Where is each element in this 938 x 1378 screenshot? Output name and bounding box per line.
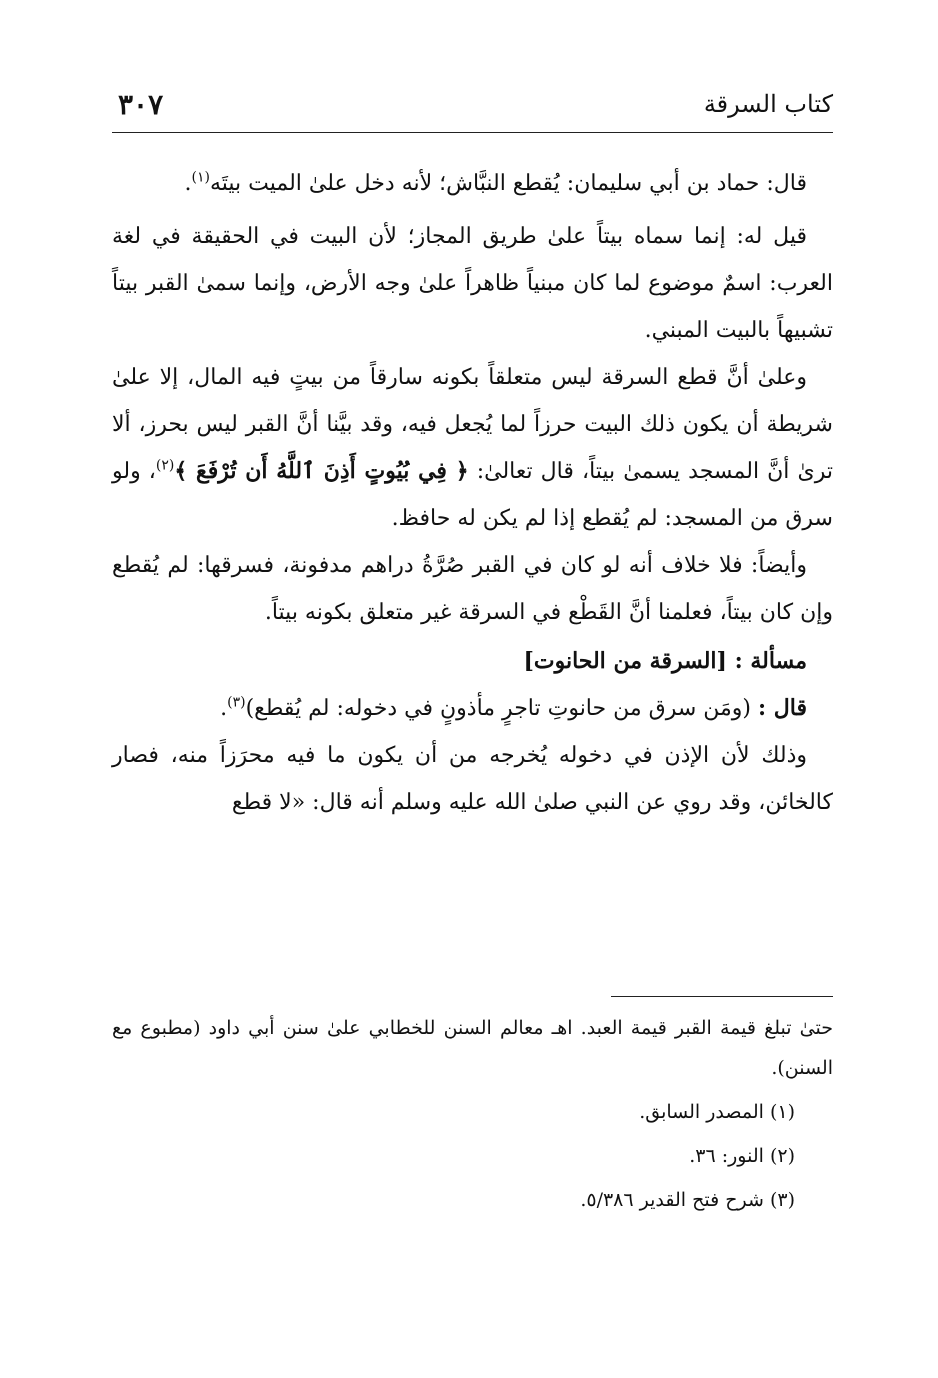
section-heading: مسألة : [السرقة من الحانوت] <box>523 648 807 674</box>
paragraph-4: وأيضاً: فلا خلاف أنه لو كان في القبر صُرَّةُ دراهم مدفونة، فسرقها: لم يُقطع وإن كان بيتاً، فعلمنا أنَّ القَطْع في السرقة غير متعلق بكونه بيتاً. <box>112 553 833 625</box>
paragraph-1: قال: حماد بن أبي سليمان: يُقطع النبَّاش؛ لأنه دخل علىٰ الميت بيتَه$^{(١)}$. <box>184 169 807 196</box>
footnote-ref-3: (٣) <box>227 694 246 711</box>
paragraph-2: قيل له: إنما سماه بيتاً علىٰ طريق المجاز؛ لأن البيت في الحقيقة في لغة العرب: اسمٌ موضوع لما كان مبنياً ظاهراً علىٰ وجه الأرض، وإنما سمىٰ القبر بيتاً تشبيهاً بالبيت المبني. <box>112 224 833 343</box>
footnote-continuation: حتىٰ تبلغ قيمة القبر قيمة العبد. اهـ معالم السنن للخطابي علىٰ سنن أبي داود (مطبوع مع السنن). <box>112 1017 833 1079</box>
paragraph-5-text: (ومَن سرق من حانوتِ تاجرٍ مأذونٍ في دخوله: لم يُقطع) <box>245 696 752 721</box>
page-number: ٣٠٧ <box>118 88 164 121</box>
running-title: كتاب السرقة <box>703 90 833 118</box>
paragraph-1-text: قال: حماد بن أبي سليمان: يُقطع النبَّاش؛ لأنه دخل علىٰ الميت بيتَه <box>209 171 807 196</box>
paragraph-6: وذلك لأن الإذن في دخوله يُخرجه من أن يكون ما فيه محرَزاً منه، فصار كالخائن، وقد روي عن النبي صلىٰ الله عليه وسلم أنه قال: «لا قطع <box>112 743 833 815</box>
paragraph-3 <box>112 354 833 542</box>
paragraph-5: قال : (ومَن سرق من حانوتِ تاجرٍ مأذونٍ في دخوله: لم يُقطع)$^{(٣)}$. <box>220 694 807 721</box>
page-header <box>112 86 833 133</box>
footnote-ref-2: (٢) <box>155 457 175 474</box>
main-text <box>112 160 833 826</box>
footnotes <box>112 1008 833 1220</box>
footnote-2: (٢) النور: ٣٦. <box>689 1145 795 1167</box>
footnote-3: (٣) شرح فتح القدير ٥/٣٨٦. <box>580 1189 795 1211</box>
paragraph-3-text: وعلىٰ أنَّ قطع السرقة ليس متعلقاً بكونه سارقاً من بيتٍ فيه المال، إلا علىٰ شريطة أن يكون ذلك البيت حرزاً لما يُجعل فيه، وقد بيَّنا أنَّ القبر ليس بحرز، ألا ترىٰ أنَّ المسجد يسمىٰ بيتاً، قال تعالىٰ: <box>112 365 833 484</box>
paragraph-3-end: ، ولو سرق من المسجد: لم يُقطع إذا لم يكن له حافظ. <box>112 459 833 531</box>
footnote-1: (١) المصدر السابق. <box>639 1101 795 1123</box>
quran-verse: ﴿ فِي بُيُوتٍ أَذِنَ ٱللَّهُ أَن تُرْفَعَ ﴾ <box>174 458 469 484</box>
footnote-ref-1: (١) <box>191 169 210 186</box>
footnote-divider <box>611 996 833 997</box>
qala-label: قال : <box>758 695 807 721</box>
